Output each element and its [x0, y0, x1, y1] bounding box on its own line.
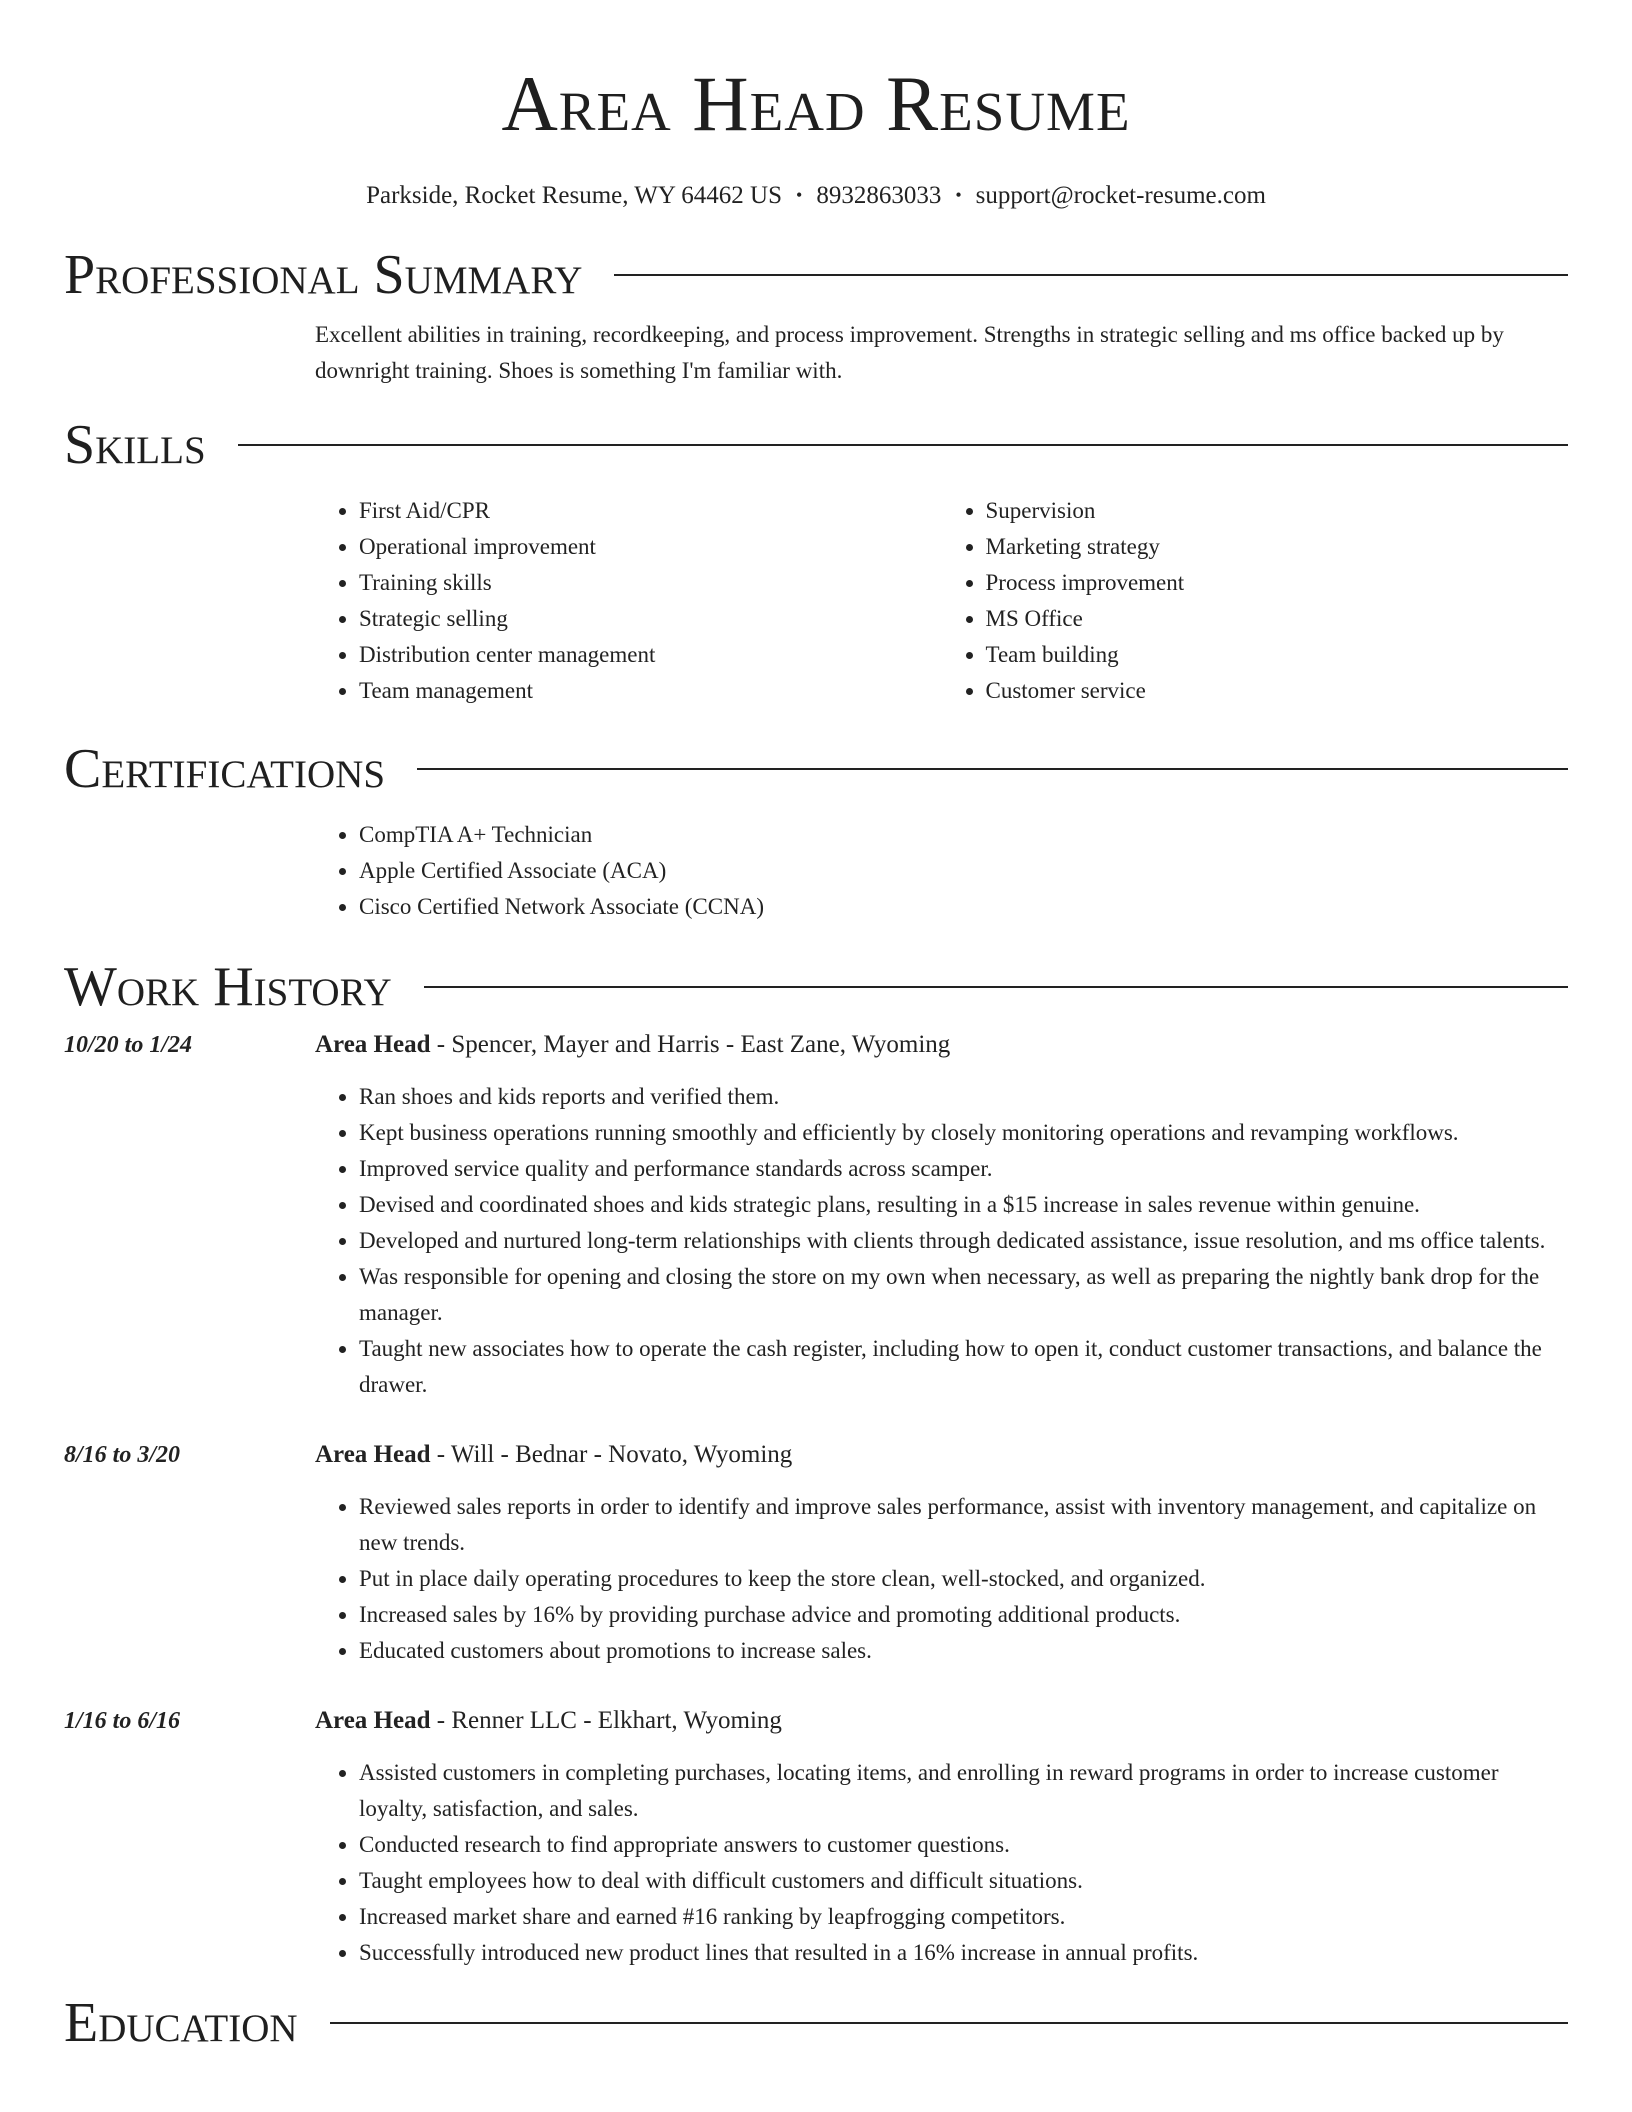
- contact-separator: •: [796, 185, 803, 205]
- contact-line: [64, 180, 1568, 211]
- job-employer: - Spencer, Mayer and Harris - East Zane, Wyoming: [430, 1031, 951, 1058]
- resume-title: Area Head Resume: [501, 60, 1131, 147]
- job-title: Area Head: [315, 1031, 431, 1058]
- job-bullet: • Assisted customers in completing purchases, locating items, and enrolling in reward programs in order to increase customer loyalty, satisfaction, and sales.: [359, 1755, 1568, 1827]
- contact-separator: •: [955, 185, 962, 205]
- skill-item: • Strategic selling: [359, 601, 942, 637]
- job-dates: 1/16 to 6/16: [64, 1708, 181, 1734]
- skills-heading: Skills: [64, 414, 206, 476]
- job-entry: [64, 1703, 1568, 1971]
- skill-item: • Team management: [359, 673, 942, 709]
- skill-item: • First Aid/CPR: [359, 493, 942, 529]
- work-section-header: [64, 955, 1568, 1019]
- section-divider: [614, 274, 1568, 276]
- skills-list-right: [942, 493, 1569, 709]
- job-bullet: • Put in place daily operating procedures to keep the store clean, well-stocked, and organized.: [359, 1561, 1568, 1597]
- work-heading: Work History: [64, 956, 392, 1018]
- section-divider: [238, 444, 1568, 446]
- job-title-line: [315, 1703, 782, 1739]
- skill-item: • Operational improvement: [359, 529, 942, 565]
- education-section-header: [64, 1991, 1568, 2055]
- job-title-line: [315, 1437, 792, 1473]
- job-bullet: • Successfully introduced new product lines that resulted in a 16% increase in annual profits.: [359, 1935, 1568, 1971]
- skills-grid: [315, 493, 1568, 709]
- job-header: [64, 1027, 1568, 1063]
- job-bullet: • Increased sales by 16% by providing purchase advice and promoting additional products.: [359, 1597, 1568, 1633]
- job-title: Area Head: [315, 1707, 431, 1734]
- skill-item: • Training skills: [359, 565, 942, 601]
- job-bullet: • Devised and coordinated shoes and kids strategic plans, resulting in a $15 increase in sales revenue within genuine.: [359, 1187, 1568, 1223]
- job-title-line: [315, 1027, 950, 1063]
- job-entry: [64, 1027, 1568, 1403]
- certifications-block: [315, 817, 1568, 925]
- job-bullet: • Conducted research to find appropriate answers to customer questions.: [359, 1827, 1568, 1863]
- section-divider: [417, 768, 1568, 770]
- job-bullets-block: [315, 1079, 1568, 1403]
- job-header: [64, 1437, 1568, 1473]
- skill-item: • Distribution center management: [359, 637, 942, 673]
- skills-list-left: [315, 493, 942, 709]
- job-bullet: • Taught employees how to deal with difficult customers and difficult situations.: [359, 1863, 1568, 1899]
- resume-page: [64, 0, 1568, 2055]
- job-bullet: • Improved service quality and performance standards across scamper.: [359, 1151, 1568, 1187]
- job-bullet: • Ran shoes and kids reports and verified them.: [359, 1079, 1568, 1115]
- contact-address: Parkside, Rocket Resume, WY 64462 US: [366, 182, 782, 209]
- job-bullet: • Increased market share and earned #16 ranking by leapfrogging competitors.: [359, 1899, 1568, 1935]
- skill-item: • Supervision: [986, 493, 1569, 529]
- job-bullet: • Was responsible for opening and closing the store on my own when necessary, as well as preparing the nightly bank drop for the manager.: [359, 1259, 1568, 1331]
- summary-heading: Professional Summary: [64, 244, 583, 306]
- job-bullets: [315, 1755, 1568, 1971]
- certification-item: • Apple Certified Associate (ACA): [359, 853, 1568, 889]
- job-bullet: • Taught new associates how to operate the cash register, including how to open it, conduct customer transactions, and balance the drawer.: [359, 1331, 1568, 1403]
- contact-phone: 8932863033: [816, 182, 942, 209]
- skill-item: • Customer service: [986, 673, 1569, 709]
- job-bullet: • Developed and nurtured long-term relationships with clients through dedicated assistance, issue resolution, and ms office talents.: [359, 1223, 1568, 1259]
- skill-item: • Marketing strategy: [986, 529, 1569, 565]
- job-bullets: [315, 1079, 1568, 1403]
- skill-item: • MS Office: [986, 601, 1569, 637]
- job-bullets-block: [315, 1489, 1568, 1669]
- job-entry: [64, 1437, 1568, 1669]
- skill-item: • Process improvement: [986, 565, 1569, 601]
- job-employer: - Will - Bednar - Novato, Wyoming: [430, 1441, 793, 1468]
- job-employer: - Renner LLC - Elkhart, Wyoming: [430, 1707, 782, 1734]
- education-heading: Education: [64, 1992, 298, 2054]
- skill-item: • Team building: [986, 637, 1569, 673]
- certification-item: • Cisco Certified Network Associate (CCNA): [359, 889, 1568, 925]
- certification-item: • CompTIA A+ Technician: [359, 817, 1568, 853]
- job-bullets: [315, 1489, 1568, 1669]
- job-header: [64, 1703, 1568, 1739]
- summary-section-header: [64, 243, 1568, 307]
- certifications-heading: Certifications: [64, 738, 386, 800]
- job-dates: 10/20 to 1/24: [64, 1032, 193, 1058]
- job-bullet: • Kept business operations running smoothly and efficiently by closely monitoring operations and revamping workflows.: [359, 1115, 1568, 1151]
- job-bullet: • Reviewed sales reports in order to identify and improve sales performance, assist with inventory management, and capitalize on new trends.: [359, 1489, 1568, 1561]
- contact-email: support@rocket-resume.com: [975, 182, 1266, 209]
- skills-section-header: [64, 413, 1568, 477]
- job-bullets-block: [315, 1755, 1568, 1971]
- certifications-list: [315, 817, 1568, 925]
- section-divider: [330, 2022, 1568, 2024]
- job-title: Area Head: [315, 1441, 431, 1468]
- section-divider: [424, 986, 1568, 988]
- summary-text: Excellent abilities in training, recordkeeping, and process improvement. Strengths in strategic selling and ms office backed up by downright training. Shoes is something I'm familiar with.: [315, 322, 1504, 383]
- certifications-section-header: [64, 737, 1568, 801]
- job-bullet: • Educated customers about promotions to increase sales.: [359, 1633, 1568, 1669]
- job-dates: 8/16 to 3/20: [64, 1442, 181, 1468]
